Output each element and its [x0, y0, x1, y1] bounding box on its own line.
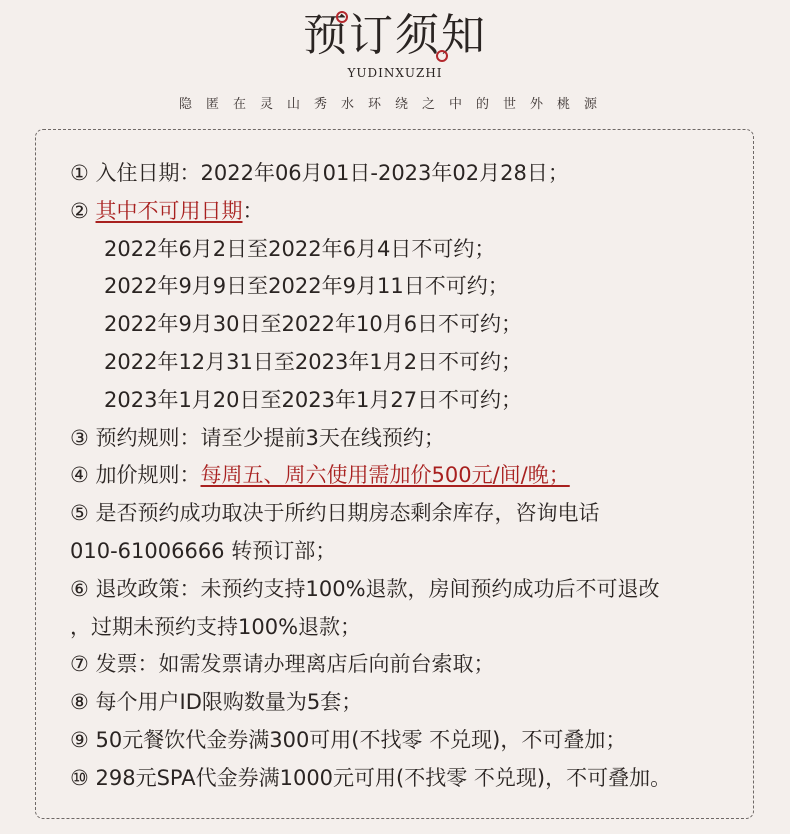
- notice-item-dining-voucher: ⑨ 50元餐饮代金券满300可用(不找零 不兑现)，不可叠加；: [70, 727, 627, 752]
- item-prefix: ②: [70, 198, 96, 223]
- title-ornament-circle: [336, 11, 348, 23]
- notice-item-blackout-heading: [70, 193, 740, 231]
- blackout-date: 2022年12月31日至2023年1月2日不可约；: [104, 349, 523, 374]
- blackout-date: 2022年6月2日至2022年6月4日不可约；: [104, 236, 496, 261]
- notice-item-refund-policy: ⑥ 退改政策：未预约支持100%退款，房间预约成功后不可退改: [70, 576, 660, 601]
- header: [0, 0, 790, 125]
- blackout-date: 2023年1月20日至2023年1月27日不可约；: [104, 387, 523, 412]
- slogan: 隐匿在灵山秀水环绕之中的世外桃源: [178, 97, 611, 112]
- notice-list: [70, 155, 740, 798]
- notice-item-surcharge: [70, 457, 740, 495]
- item-suffix: ：: [242, 198, 264, 223]
- blackout-highlight: 其中不可用日期: [95, 198, 243, 223]
- notice-item-purchase-limit: ⑧ 每个用户ID限购数量为5套；: [70, 690, 363, 715]
- surcharge-highlight: 每周五、周六使用需加价500元/间/晚；: [200, 463, 570, 488]
- notice-item-booking-rule: ③ 预约规则：请至少提前3天在线预约；: [70, 425, 445, 450]
- page-title: 预订须知: [303, 10, 487, 61]
- notice-item-availability: ⑤ 是否预约成功取决于所约日期房态剩余库存，咨询电话: [70, 501, 600, 526]
- item-prefix: ④ 加价规则：: [70, 463, 201, 488]
- title-ornament-circle: [436, 50, 448, 62]
- blackout-date: 2022年9月9日至2022年9月11日不可约；: [104, 274, 509, 299]
- notice-item-invoice: ⑦ 发票：如需发票请办理离店后向前台索取；: [70, 652, 495, 677]
- notice-item-availability-phone: 010-61006666 转预订部；: [70, 538, 337, 563]
- page-subtitle-pinyin: YUDINXUZHI: [347, 66, 443, 80]
- notice-item-checkin-dates: ① 入住日期：2022年06月01日-2023年02月28日；: [70, 161, 569, 185]
- notice-item-refund-policy-cont: ，过期未预约支持100%退款；: [70, 614, 362, 639]
- notice-item-spa-voucher: ⑩ 298元SPA代金券满1000元可用(不找零 不兑现)，不可叠加。: [70, 765, 672, 790]
- blackout-date: 2022年9月30日至2022年10月6日不可约；: [104, 312, 523, 337]
